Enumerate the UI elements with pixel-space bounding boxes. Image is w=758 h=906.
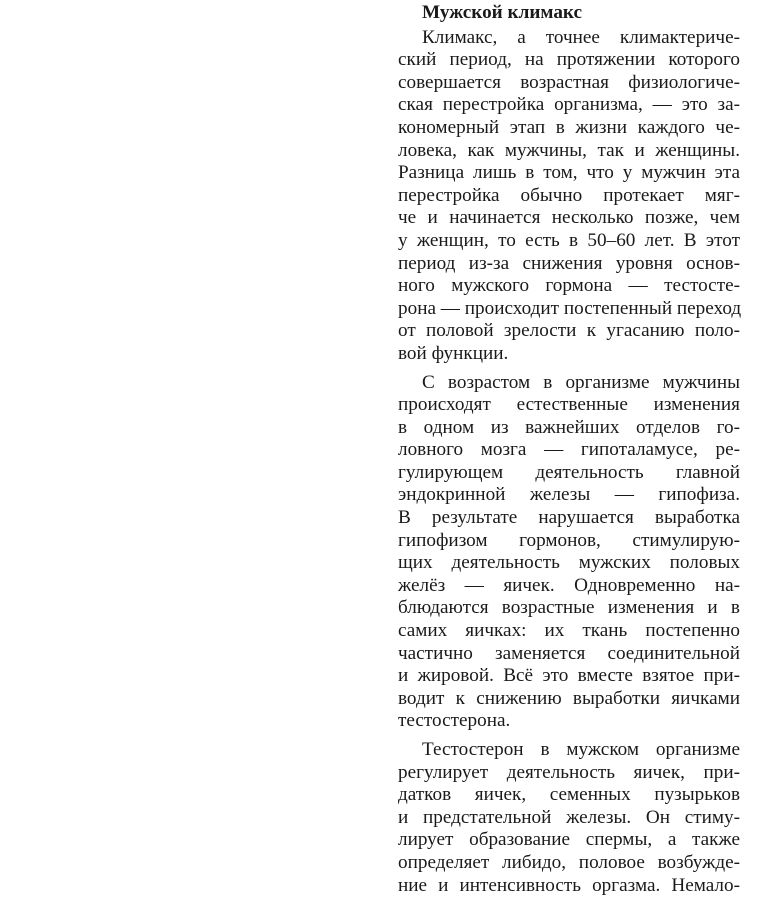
text-line: ного мужского гормона — тестосте- [398,275,740,297]
text-column [398,2,740,903]
text-line: блюдаются возрастные изменения и в [398,597,740,619]
text-line: Тестостерон в мужском организме [422,739,740,760]
text-line: желёз — яичек. Одновременно на- [398,574,740,596]
text-line: от половой зрелости к угасанию поло- [398,320,740,342]
text-line: у женщин, то есть в 50–60 лет. В этот [398,229,740,251]
text-line: рона — происходит постепенный переход [398,297,742,319]
text-line: и предстательной железы. Он стиму- [398,806,740,828]
paragraph-3 [398,739,740,897]
text-line: Климакс, а точнее климактериче- [422,26,740,48]
paragraph-1 [398,27,740,366]
text-line: щих деятельность мужских половых [398,552,740,574]
text-line: происходят естественные изменения [398,394,740,416]
text-line: совершается возрастная физиологиче- [398,71,740,93]
text-line: и жировой. Всё это вместе взятое при- [398,665,740,687]
text-line: датков яичек, семенных пузырьков [398,784,740,806]
text-line: вой функции. [398,342,509,364]
text-line: лирует образование спермы, а также [398,829,740,851]
text-line: В результате нарушается выработка [398,507,740,529]
text-line: период из-за снижения уровня основ- [398,252,740,274]
text-line: регулирует деятельность яичек, при- [398,761,740,783]
section-heading: Мужской климакс [422,2,583,23]
text-line: гулирующем деятельность главной [398,461,740,483]
paragraph-2 [398,372,740,734]
text-line: в одном из важнейших отделов го- [398,416,740,438]
text-line: гипофизом гормонов, стимулирую- [398,529,740,551]
text-line: ский период, на протяжении которого [398,49,740,71]
text-line: самих яичках: их ткань постепенно [398,620,740,642]
text-line: перестройка обычно протекает мяг- [398,184,740,206]
text-line: кономерный этап в жизни каждого че- [398,116,740,138]
text-line: ловного мозга — гипоталамусе, ре- [398,439,740,461]
text-line: тестостерона. [398,710,511,732]
text-line: эндокринной железы — гипофиза. [398,484,740,506]
text-line: че и начинается несколько позже, чем [398,207,740,229]
text-line: определяет либидо, половое возбужде- [398,851,740,873]
text-line: частично заменяется соединительной [398,642,740,664]
text-line: водит к снижению выработки яичками [398,687,740,709]
text-line: ловека, как мужчины, так и женщины. [398,139,740,161]
text-line: С возрастом в организме мужчины [422,371,740,393]
text-line: Разница лишь в том, что у мужчин эта [398,162,740,184]
text-line: ская перестройка организма, — это за- [398,94,740,116]
text-line: ние и интенсивность оргазма. Немало- [398,874,740,896]
